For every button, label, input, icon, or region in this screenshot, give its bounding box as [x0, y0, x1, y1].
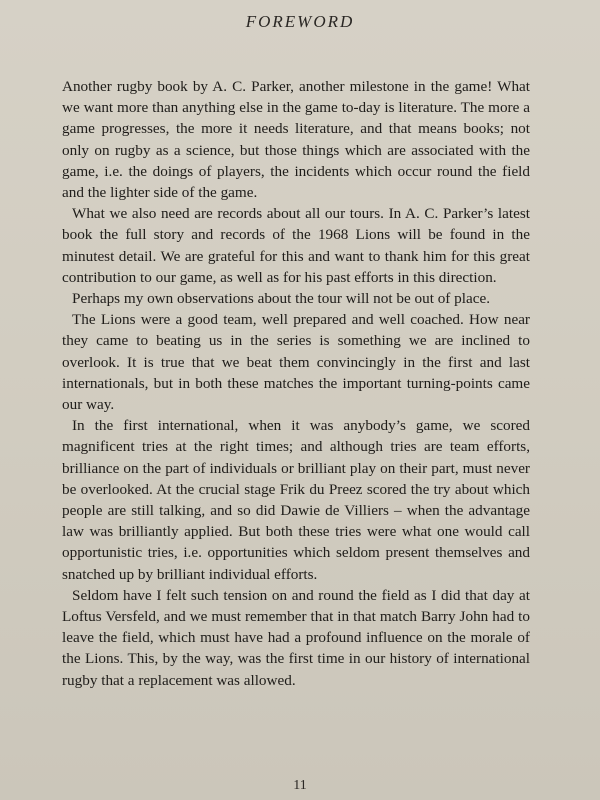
paragraph-3: Perhaps my own observations about the tour will not be out of place.: [72, 290, 490, 308]
page-heading: FOREWORD: [245, 12, 355, 31]
paragraph-1: Another rugby book by A. C. Parker, another milestone in the game! What we want more than anything else in the game to-day is literature. The more a game progresses, the more it needs literature, and that means books; not only on rugby as a science, but those things which are associated with the game, i.e. the doings of players, the incidents which occur round the field and the lighter side of the game.: [62, 78, 530, 202]
paragraph-4: The Lions were a good team, well prepared and well coached. How near they came to beating us in the series is something we are inclined to overlook. It is true that we beat them convincingly in the first and last internationals, but in both these matches the important turning-points came our way.: [62, 311, 530, 414]
paragraph-2: What we also need are records about all our tours. In A. C. Parker’s latest book the full story and records of the 1968 Lions will be found in the minutest detail. We are grateful for this and want to thank him for this great contribution to our game, as well as for his past efforts in this direction.: [62, 205, 530, 286]
foreword-body: [62, 76, 530, 691]
paragraph-5: In the first international, when it was anybody’s game, we scored magnificent tries at the right times; and although tries are team efforts, brilliance on the part of individuals or brilliant play on their part, must never be overlooked. At the crucial stage Frik du Preez scored the try about which people are still talking, and so did Dawie de Villiers – when the advantage law was brilliantly applied. But both these tries were what one would call opportunistic tries, i.e. opportunities which seldom present themselves and snatched up by brilliant individual efforts.: [62, 417, 530, 583]
paragraph-6: Seldom have I felt such tension on and round the field as I did that day at Loftus Versfeld, and we must remember that in that match Barry John had to leave the field, which must have had a profound influence on the morale of the Lions. This, by the way, was the first time in our history of international rugby that a replacement was allowed.: [62, 586, 530, 689]
page-number: 11: [293, 778, 307, 793]
